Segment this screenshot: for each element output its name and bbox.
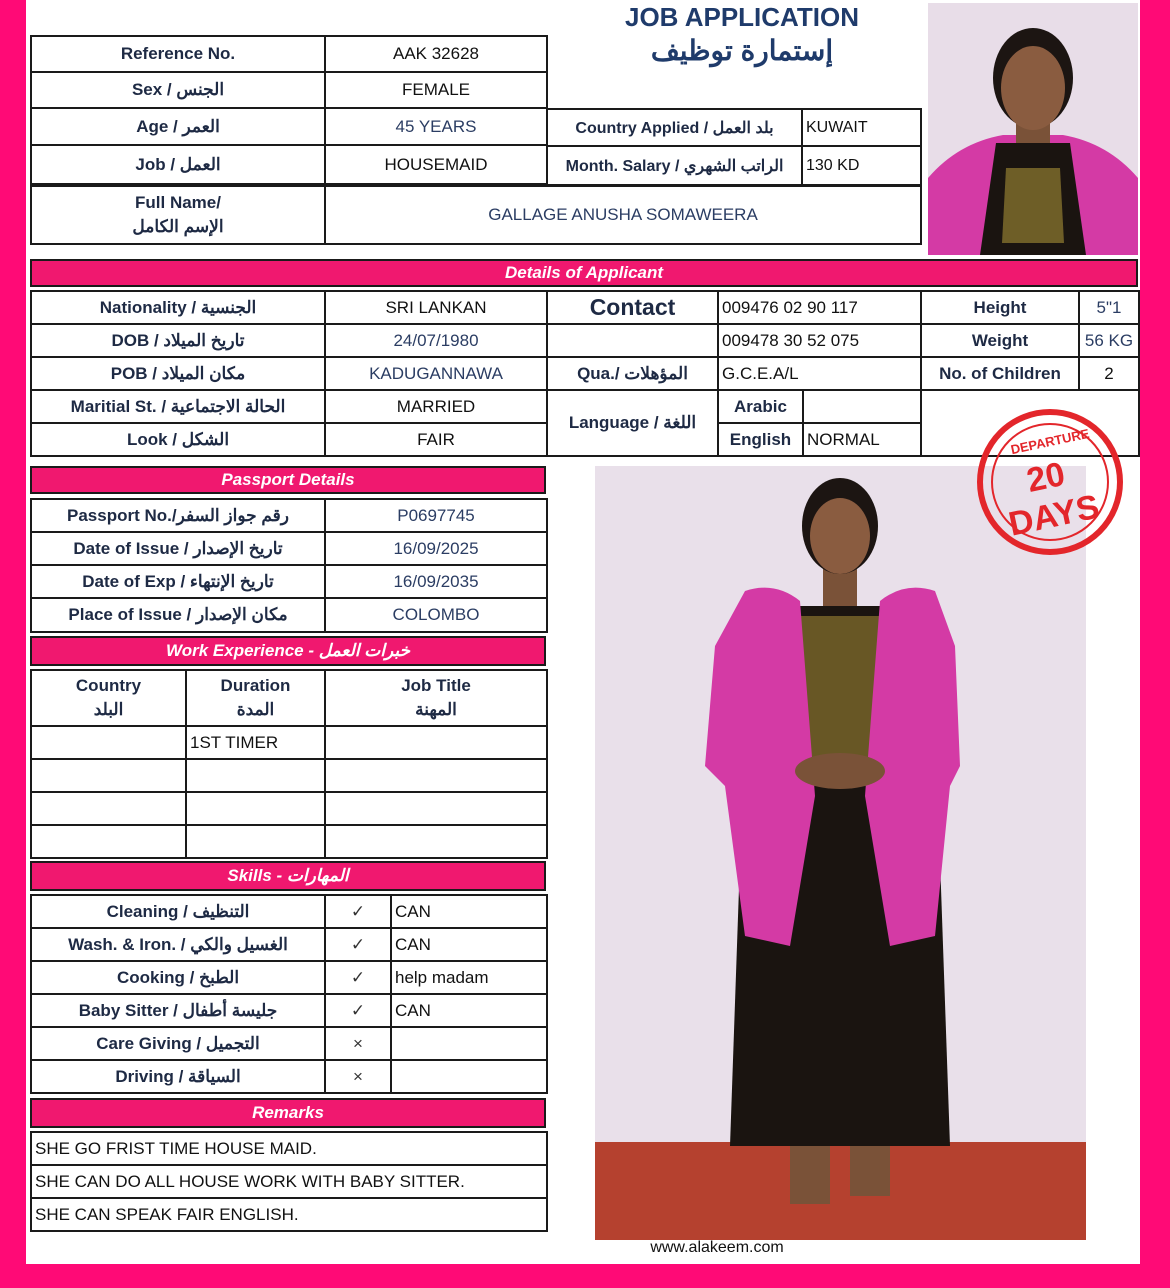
empty-cell [186,825,325,858]
remarks-bar: Remarks [30,1098,546,1128]
remark-line: SHE GO FRIST TIME HOUSE MAID. [31,1132,547,1165]
arabic-value [803,390,921,423]
skill-value: CAN [391,928,547,961]
details-of-applicant-bar: Details of Applicant [30,259,1138,287]
skill-value: CAN [391,895,547,928]
skill-value [391,1027,547,1060]
table-row [31,792,547,825]
contact-empty-cell [547,324,718,357]
skill-row [31,961,547,994]
col-duration [186,670,325,726]
skill-label: Wash. & Iron. / الغسيل والكي [31,928,325,961]
contact-label: Contact [547,291,718,324]
reference-value: AAK 32628 [325,36,547,72]
website-footer: www.alakeem.com [650,1239,784,1256]
skill-label: Care Giving / التجميل [31,1027,325,1060]
contact-number-2: 009478 30 52 075 [718,324,921,357]
date-of-exp-value: 16/09/2035 [325,565,547,598]
col-duration-en: Duration [220,676,291,695]
english-label: English [718,423,803,456]
exp-duration-cell: 1ST TIMER [186,726,325,759]
remarks-table [30,1131,548,1232]
full-name-value: GALLAGE ANUSHA SOMAWEERA [325,186,921,244]
skill-row [31,1060,547,1093]
remark-line: SHE CAN SPEAK FAIR ENGLISH. [31,1198,547,1231]
skill-row [31,994,547,1027]
empty-cell [186,792,325,825]
page-title [592,2,892,70]
place-of-issue-label: Place of Issue / مكان الإصدار [31,598,325,632]
skill-label: Cleaning / التنظيف [31,895,325,928]
empty-cell [31,759,186,792]
skill-mark: × [325,1060,391,1093]
skill-row [31,895,547,928]
skill-mark: × [325,1027,391,1060]
age-label: Age / العمر [31,108,325,145]
empty-cell [31,792,186,825]
skill-mark: ✓ [325,928,391,961]
full-name-table [30,185,922,245]
english-value: NORMAL [803,423,921,456]
remark-row [31,1132,547,1165]
date-of-issue-value: 16/09/2025 [325,532,547,565]
skill-label: Cooking / الطبخ [31,961,325,994]
contact-number-1: 009476 02 90 117 [718,291,921,324]
skill-label: Baby Sitter / جليسة أطفال [31,994,325,1027]
skills-table [30,894,548,1094]
remark-row [31,1198,547,1231]
reference-label: Reference No. [31,36,325,72]
top-info-table [30,35,548,185]
col-job-title-ar: المهنة [415,700,457,719]
table-row [31,825,547,858]
age-value: 45 YEARS [325,108,547,145]
table-row [31,726,547,759]
title-english: JOB APPLICATION [624,2,859,32]
children-value: 2 [1079,357,1139,390]
portrait-photo [928,3,1138,255]
title-arabic: إستمارة توظيف [650,35,834,66]
passport-table [30,498,548,633]
passport-no-label: Passport No./رقم جواز السفر [31,499,325,532]
job-label: Job / العمل [31,145,325,184]
exp-job-cell [325,726,547,759]
place-of-issue-value: COLOMBO [325,598,547,632]
country-applied-label: Country Applied / بلد العمل [547,109,802,146]
arabic-label: Arabic [718,390,803,423]
children-label: No. of Children [921,357,1079,390]
weight-label: Weight [921,324,1079,357]
sex-label: Sex / الجنس [31,72,325,108]
empty-cell [186,759,325,792]
date-of-issue-label: Date of Issue / تاريخ الإصدار [31,532,325,565]
skill-row [31,1027,547,1060]
look-value: FAIR [325,423,547,456]
full-body-photo [595,466,1086,1240]
nationality-value: SRI LANKAN [325,291,547,324]
sex-value: FEMALE [325,72,547,108]
full-body-illustration [595,466,1086,1240]
passport-details-bar: Passport Details [30,466,546,494]
salary-label: Month. Salary / الراتب الشهري [547,146,802,185]
skill-mark: ✓ [325,895,391,928]
stamp-top-text: DEPARTURE [1009,425,1091,458]
empty-cell [31,825,186,858]
col-country-ar: البلد [93,700,124,719]
full-name-label-ar: الإسم الكامل [132,217,224,236]
col-country [31,670,186,726]
country-applied-value: KUWAIT [802,109,921,146]
skills-bar: Skills - المهارات [30,861,546,891]
work-experience-bar: Work Experience - خبرات العمل [30,636,546,666]
dob-label: DOB / تاريخ الميلاد [31,324,325,357]
departure-stamp [972,404,1128,560]
qualification-value: G.C.E.A/L [718,357,921,390]
job-value: HOUSEMAID [325,145,547,184]
col-job-title [325,670,547,726]
skill-row [31,928,547,961]
salary-value: 130 KD [802,146,921,185]
portrait-illustration [928,3,1138,255]
weight-value: 56 KG [1079,324,1139,357]
skill-value: CAN [391,994,547,1027]
col-duration-ar: المدة [236,700,275,719]
full-name-label-en: Full Name/ [135,193,221,212]
remark-row [31,1165,547,1198]
stamp-days-text: 20 DAYS [1005,454,1103,544]
pob-label: POB / مكان الميلاد [31,357,325,390]
top-right-table [546,108,922,186]
remark-line: SHE CAN DO ALL HOUSE WORK WITH BABY SITTER. [31,1165,547,1198]
marital-label: Maritial St. / الحالة الاجتماعية [31,390,325,423]
skill-value: help madam [391,961,547,994]
skill-mark: ✓ [325,994,391,1027]
look-label: Look / الشكل [31,423,325,456]
col-job-title-en: Job Title [401,676,471,695]
full-name-label [31,186,325,244]
applicant-details-table [30,290,1140,391]
skill-value [391,1060,547,1093]
height-label: Height [921,291,1079,324]
empty-cell [325,759,547,792]
passport-no-value: P0697745 [325,499,547,532]
table-row [31,759,547,792]
pob-value: KADUGANNAWA [325,357,547,390]
dob-value: 24/07/1980 [325,324,547,357]
skill-mark: ✓ [325,961,391,994]
marital-value: MARRIED [325,390,547,423]
height-value: 5"1 [1079,291,1139,324]
work-experience-table [30,669,548,859]
empty-cell [325,792,547,825]
empty-cell [325,825,547,858]
language-label: Language / اللغة [547,390,718,456]
col-country-en: Country [75,676,142,695]
date-of-exp-label: Date of Exp / تاريخ الإنتهاء [31,565,325,598]
nationality-label: Nationality / الجنسية [31,291,325,324]
exp-country-cell [31,726,186,759]
skill-label: Driving / السياقة [31,1060,325,1093]
qualification-label: Qua./ المؤهلات [547,357,718,390]
